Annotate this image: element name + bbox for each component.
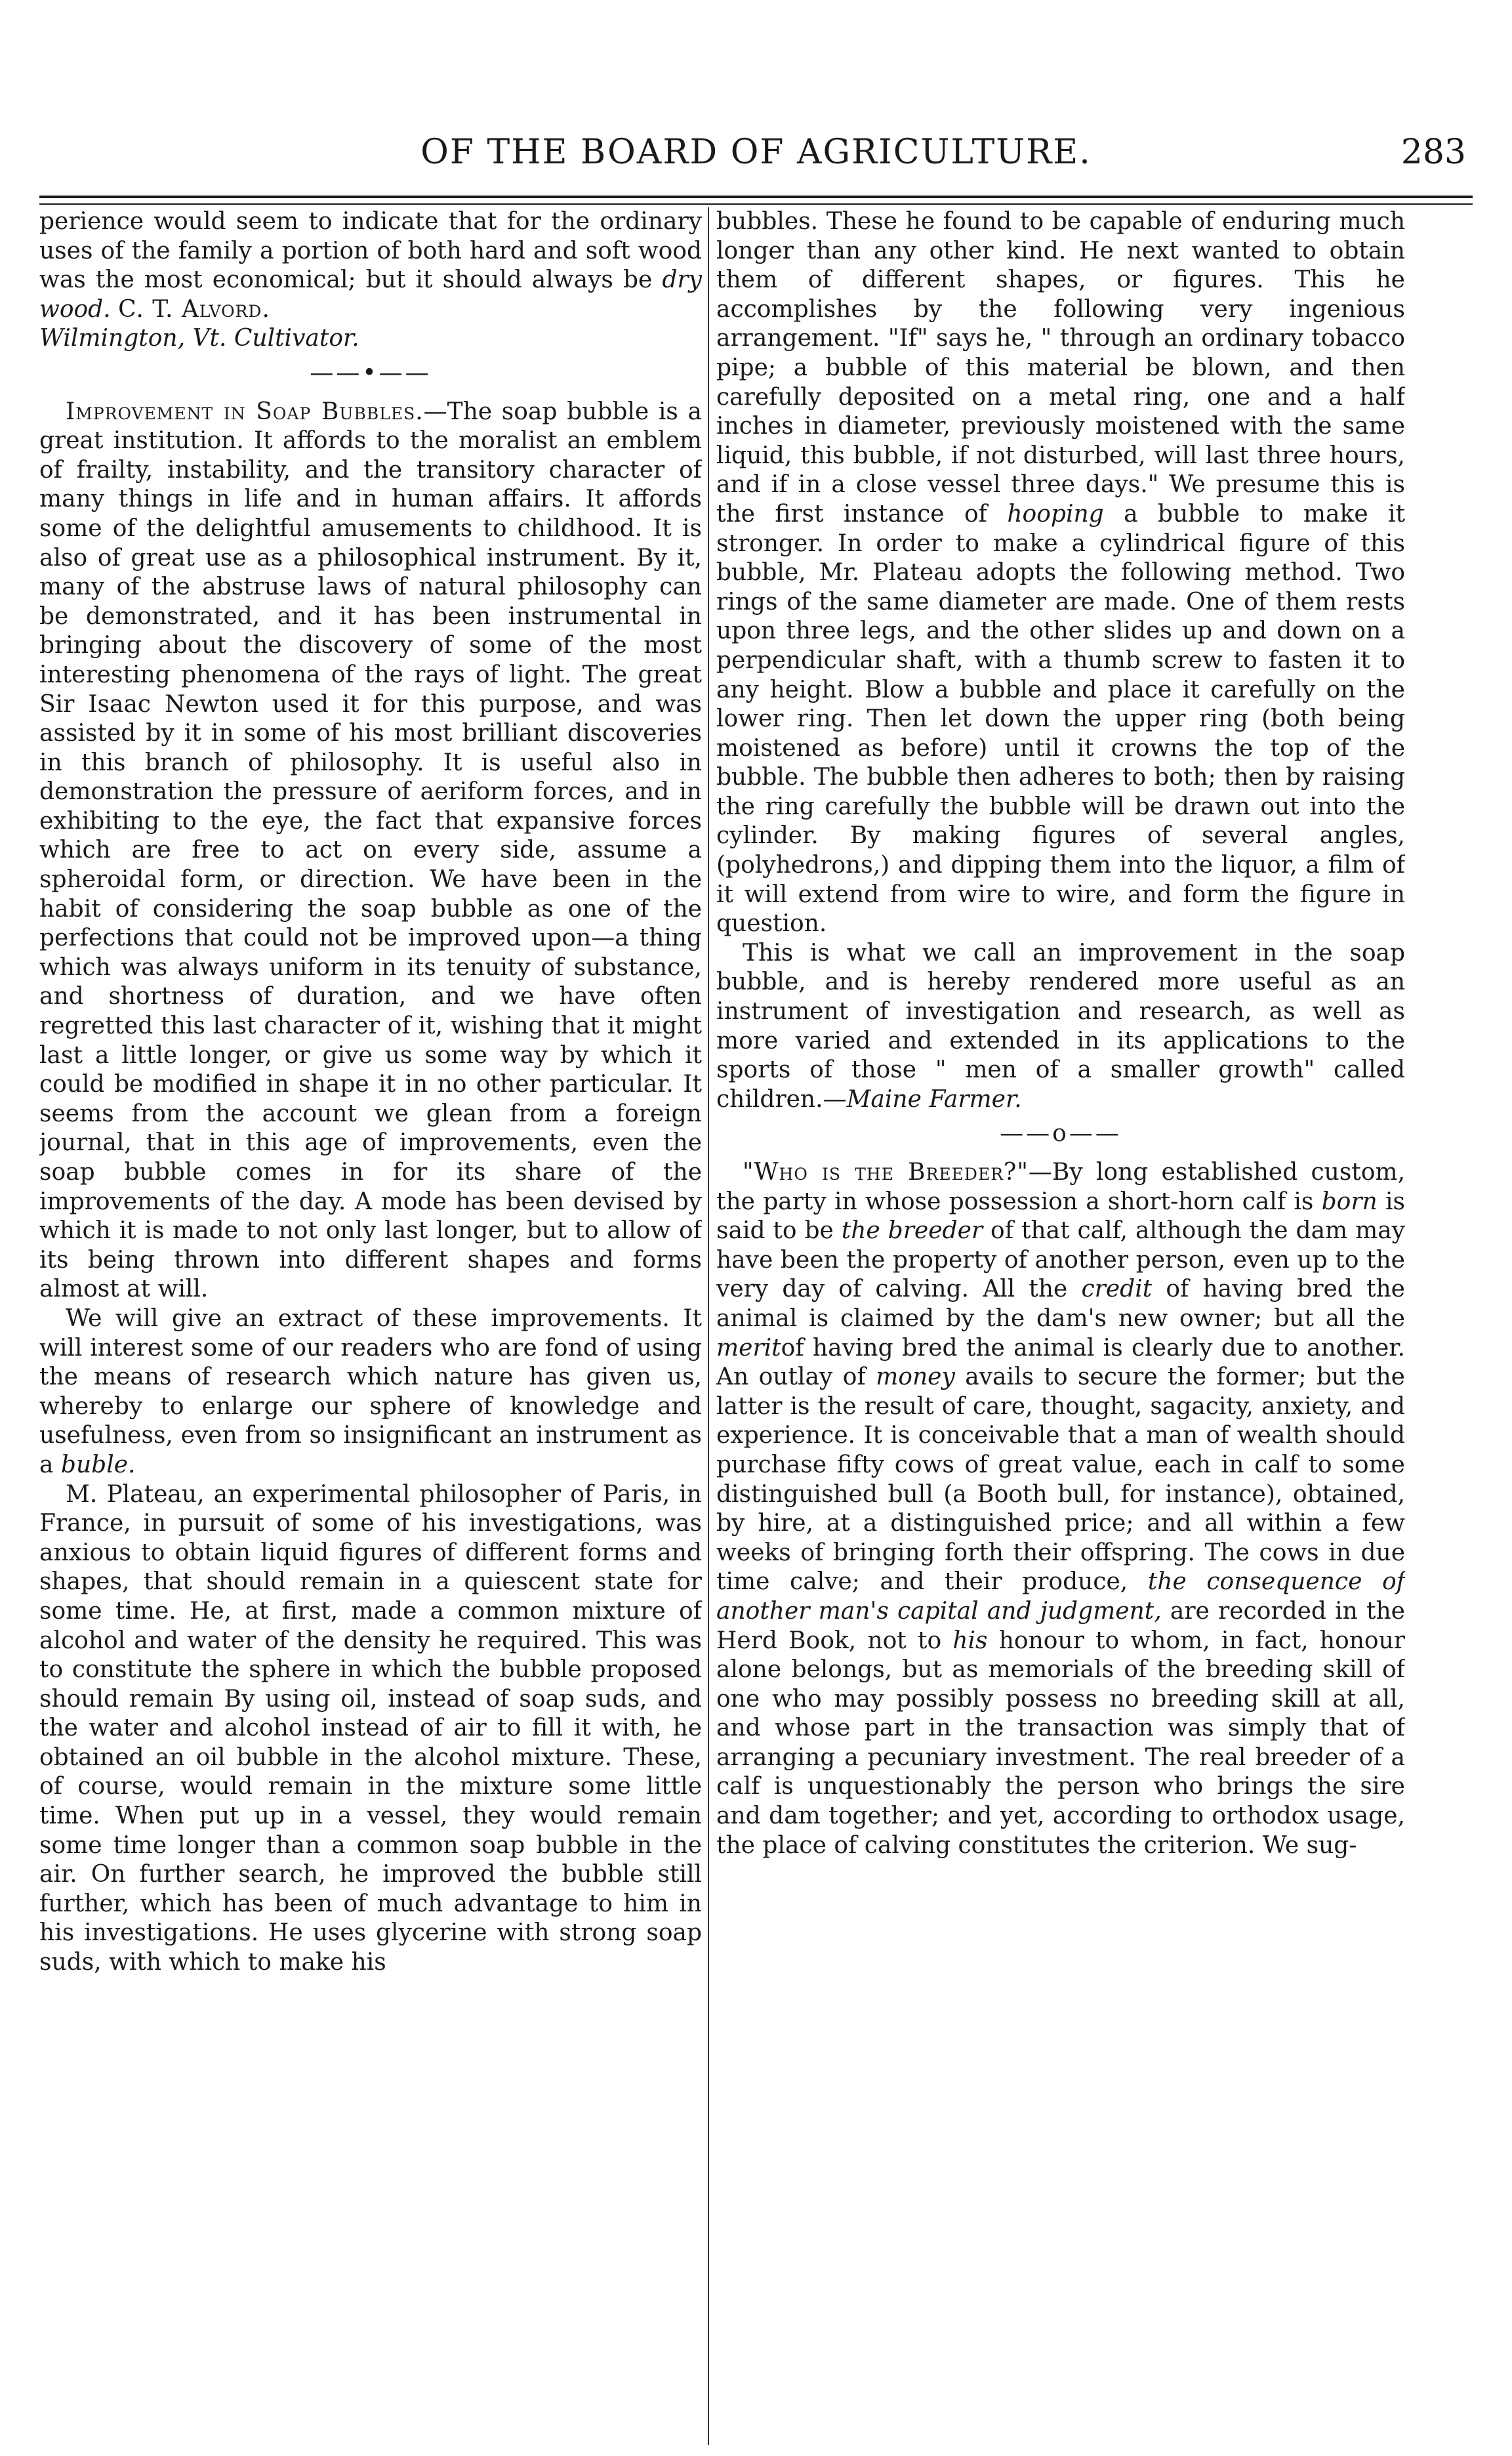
ornament: ——•—— bbox=[310, 359, 432, 386]
paragraph: Improvement in Soap Bubbles.—The soap bubble is a great institution. It affords to the moralist an emblem of frailty, instability, and the transitory character of many things in life and in human affairs. It affords some of the delightful amusements to childhood. It is also of great use as a philosophical instrument. By it, many of the abstruse laws of natural philosophy can be demonstrated, and it has been instrumental in bringing about the discovery of some of the most interesting phenomena of the rays of light. The great Sir Isaac Newton used it for this purpose, and was assisted by it in some of his most brilliant discoveries in this branch of philosophy. It is useful also in demonstration the pressure of aeriform forces, and in exhibiting to the eye, the fact that expansive forces which are free to act on every side, assume a spheroidal form, or direction. We have been in the habit of considering the soap bubble as one of the perfections that could not be improved upon—a thing which was always uniform in its tenuity of substance, and shortness of duration, and we have often regretted this last character of it, wishing that it might last a little longer, or give us some way by which it could be modified in shape it in no other particular. It seems from the account we glean from a foreign journal, that in this age of improvements, even the soap bubble comes in for its share of the improvements of the day. A mode has been devised by which it is made to not only last longer, but to allow of its being thrown into different shapes and forms almost at will. bbox=[39, 398, 702, 1303]
article-title: "Who is the Breeder?" bbox=[743, 1159, 1029, 1186]
paragraph: This is what we call an improvement in the soap bubble, and is hereby rendered more useful as an instrument of investigation and research, as well as more varied and extended in its applications to the sports of those " men of a smaller growth" called children.—Maine Farmer. bbox=[716, 939, 1405, 1113]
column-divider bbox=[708, 207, 709, 2445]
source-line: Wilmington, Vt. Cultivator. bbox=[39, 325, 359, 352]
left-column bbox=[39, 207, 702, 2445]
paragraph: "Who is the Breeder?"—By long established custom, the party in whose possession a short-horn calf is born is said to be the breeder of that calf, although the dam may have been the property of another person, even up to the very day of calving. All the credit of having bred the animal is claimed by the dam's new owner; but all the meritof having bred the animal is clearly due to another. An outlay of money avails to secure the former; but the latter is the result of care, thought, sagacity, anxiety, and experience. It is conceivable that a man of wealth should purchase fifty cows of great value, each in calf to some distinguished bull (a Booth bull, for instance), obtained, by hire, at a distinguished price; and all within a few weeks of bringing forth their offspring. The cows in due time calve; and their produce, the consequence of another man's capital and judgment, are recorded in the Herd Book, not to his honour to whom, in fact, honour alone belongs, but as memorials of the breeding skill of one who may possibly possess no breeding skill at all, and whose part in the transaction was simply that of arranging a pecuniary investment. The real breeder of a calf is unquestionably the person who brings the sire and dam together; and yet, according to orthodox usage, the place of calving constitutes the criterion. We sug- bbox=[716, 1159, 1405, 1859]
header-rule bbox=[39, 196, 1473, 205]
running-title: OF THE BOARD OF AGRICULTURE. bbox=[420, 133, 1092, 172]
page-header bbox=[39, 129, 1473, 181]
paragraph: We will give an extract of these improvements. It will interest some of our readers who are fond of using the means of research which nature has given us, whereby to enlarge our sphere of knowledge and usefulness, even from so insignificant an instrument as a buble. bbox=[39, 1304, 702, 1478]
page-number: 283 bbox=[1400, 133, 1466, 172]
right-column bbox=[716, 207, 1405, 2445]
article-title: Improvement in Soap Bubbles. bbox=[66, 398, 424, 425]
paragraph: M. Plateau, an experimental philosopher of Paris, in France, in pursuit of some of his investigations, was anxious to obtain liquid figures of different forms and shapes, that should remain in a quiescent state for some time. He, at first, made a common mixture of alcohol and water of the density he required. This was to constitute the sphere in which the bubble proposed should remain By using oil, instead of soap suds, and the water and alcohol instead of air to fill it with, he obtained an oil bubble in the alcohol mixture. These, of course, would remain in the mixture some little time. When put up in a vessel, they would remain some time longer than a common soap bubble in the air. On further search, he improved the bubble still further, which has been of much advantage to him in his investigations. He uses glycerine with strong soap suds, with which to make his bbox=[39, 1480, 702, 1976]
paragraph: bubbles. These he found to be capable of enduring much longer than any other kind. He next wanted to obtain them of different shapes, or figures. This he accomplishes by the following very ingenious arrangement. "If" says he, " through an ordinary tobacco pipe; a bubble of this material be blown, and then carefully deposited on a metal ring, one and a half inches in diameter, previously moistened with the same liquid, this bubble, if not disturbed, will last three hours, and if in a close vessel three days." We presume this is the first instance of hooping a bubble to make it stronger. In order to make a cylindrical figure of this bubble, Mr. Plateau adopts the following method. Two rings of the same diameter are made. One of them rests upon three legs, and the other slides up and down on a perpendicular shaft, with a thumb screw to fasten it to any height. Blow a bubble and place it carefully on the lower ring. Then let down the upper ring (both being moistened as before) until it crowns the top of the bubble. The bubble then adheres to both; then by raising the ring carefully the bubble will be drawn out into the cylinder. By making figures of several angles, (polyhedrons,) and dipping them into the liquor, a film of it will extend from wire to wire, and form the figure in question. bbox=[716, 208, 1405, 938]
ornament: ——o—— bbox=[1000, 1120, 1122, 1148]
paragraph: perience would seem to indicate that for the ordinary uses of the family a portion of both hard and soft wood was the most economical; but it should always be dry wood. C. T. Alvord. bbox=[39, 208, 702, 323]
